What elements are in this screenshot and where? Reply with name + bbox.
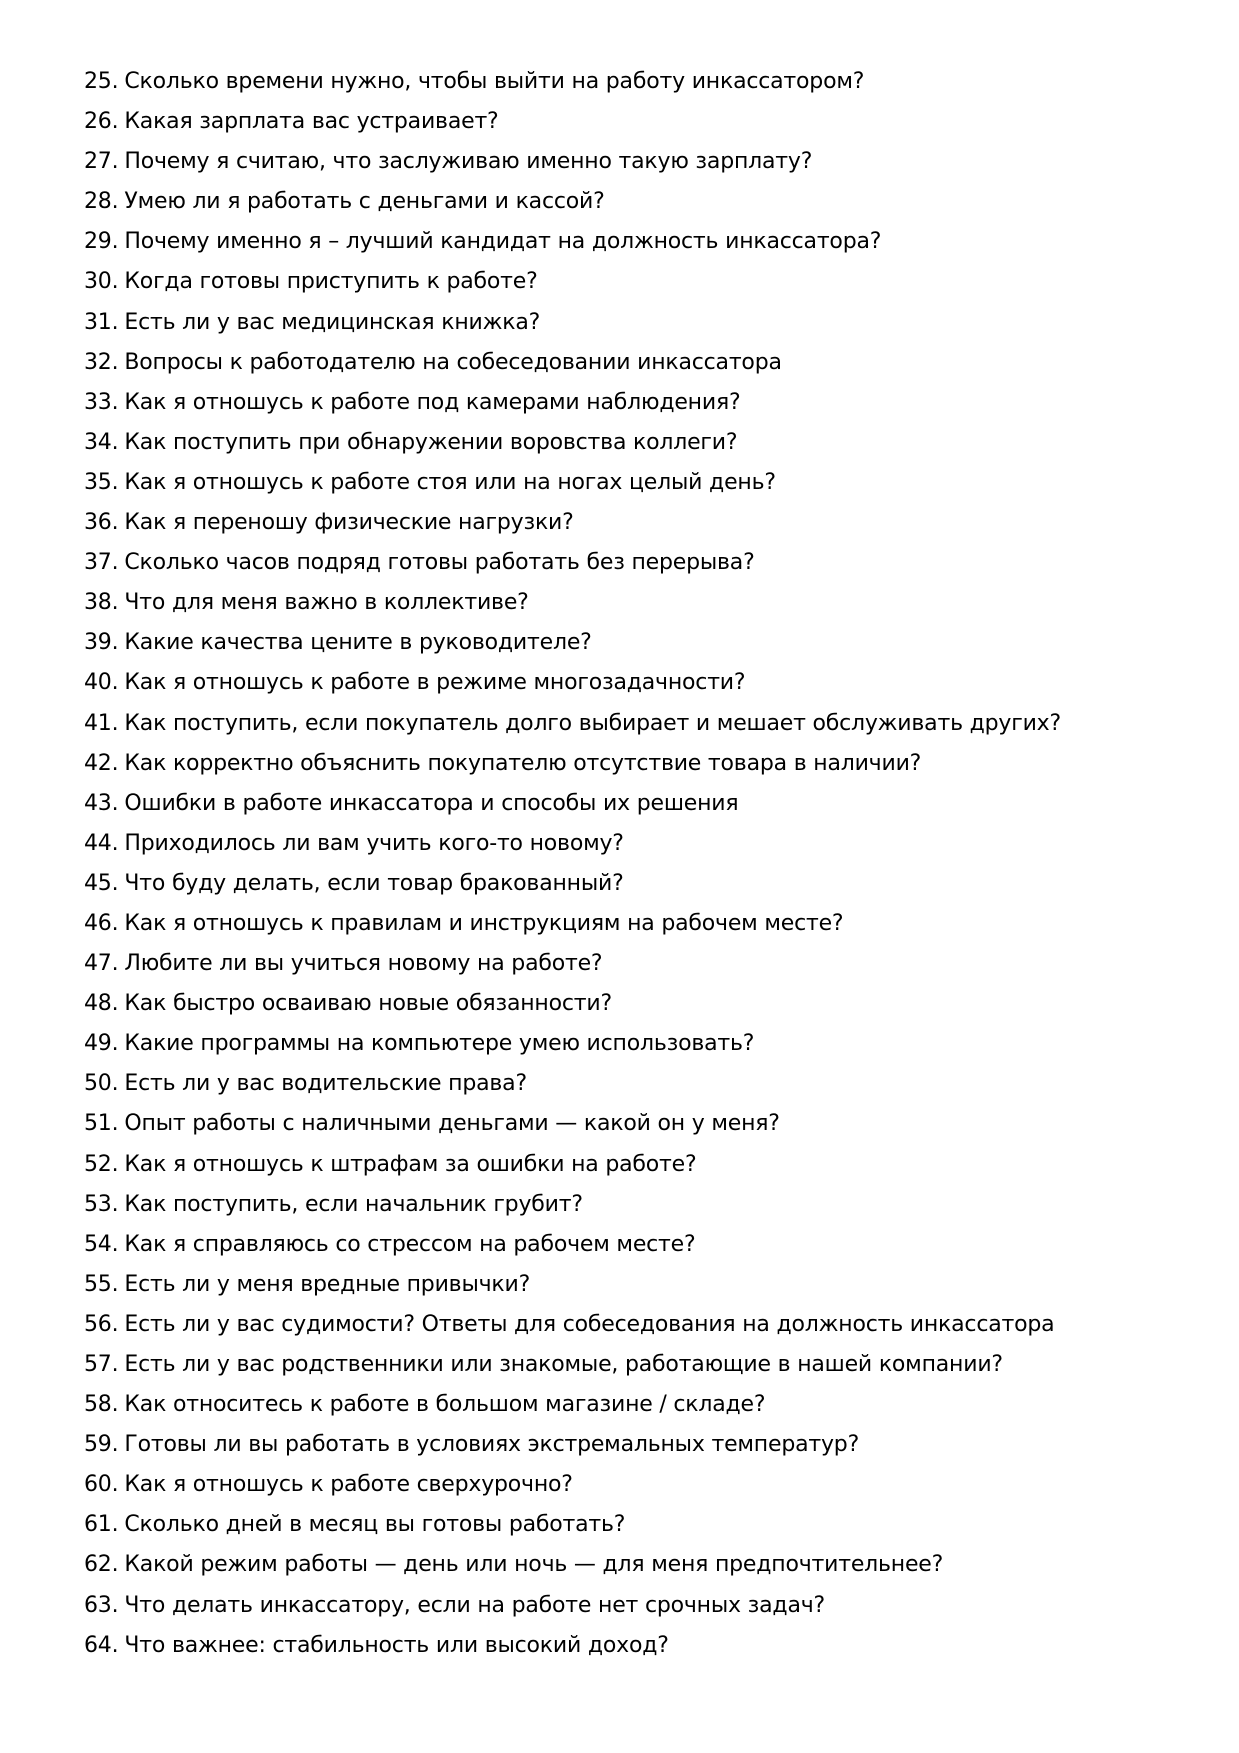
question-number: 46.: [84, 910, 119, 936]
question-text: Как поступить, если начальник грубит?: [124, 1191, 583, 1217]
list-item: [84, 1465, 1184, 1505]
question-text: Как быстро осваиваю новые обязанности?: [124, 991, 612, 1017]
question-text: Любите ли вы учиться новому на работе?: [124, 951, 603, 977]
list-item: [84, 543, 1184, 583]
list-item: [84, 784, 1184, 824]
question-number: 29.: [84, 229, 119, 255]
list-item: [84, 1345, 1184, 1385]
question-number: 64.: [84, 1632, 119, 1658]
question-text: Есть ли у вас водительские права?: [124, 1071, 527, 1097]
question-number: 35.: [84, 469, 119, 495]
question-number: 48.: [84, 991, 119, 1017]
question-number: 57.: [84, 1352, 119, 1377]
question-text: Что делать инкассатору, если на работе нет срочных задач?: [124, 1592, 825, 1618]
list-item: [84, 744, 1184, 784]
list-item: [84, 1185, 1184, 1225]
question-number: 32.: [84, 349, 119, 375]
list-item: [84, 1225, 1184, 1265]
list-item: [84, 1505, 1184, 1545]
question-number: 62.: [84, 1552, 119, 1578]
question-number: 43.: [84, 790, 119, 816]
list-item: [84, 1305, 1184, 1345]
list-item: [84, 1145, 1184, 1185]
list-item: [84, 222, 1184, 262]
list-item: [84, 944, 1184, 984]
question-text: Есть ли у вас судимости? Ответы для собеседования на должность инкассатора: [124, 1311, 1055, 1337]
list-item: [84, 1064, 1184, 1104]
question-number: 44.: [84, 830, 119, 856]
question-text: Как я отношусь к работе сверхурочно?: [124, 1472, 573, 1498]
question-number: 34.: [84, 429, 119, 455]
question-number: 30.: [84, 269, 119, 295]
question-number: 40.: [84, 670, 119, 696]
list-item: [84, 1024, 1184, 1064]
list-item: [84, 1425, 1184, 1465]
list-item: [84, 383, 1184, 423]
question-number: 59.: [84, 1432, 119, 1458]
list-item: [84, 1586, 1184, 1626]
question-number: 54.: [84, 1231, 119, 1257]
question-text: Как я отношусь к работе под камерами наблюдения?: [124, 389, 741, 415]
question-number: 25.: [84, 69, 119, 94]
question-text: Какой режим работы — день или ночь — для меня предпочтительнее?: [124, 1552, 944, 1578]
question-number: 37.: [84, 550, 119, 576]
question-text: Как я отношусь к штрафам за ошибки на работе?: [124, 1151, 697, 1177]
question-text: Какие программы на компьютере умею использовать?: [124, 1031, 755, 1057]
question-number: 56.: [84, 1311, 119, 1337]
question-number: 36.: [84, 510, 119, 536]
question-text: Когда готовы приступить к работе?: [124, 269, 538, 295]
list-item: [84, 1104, 1184, 1144]
question-number: 52.: [84, 1151, 119, 1177]
question-text: Как поступить, если покупатель долго выбирает и мешает обслуживать других?: [124, 710, 1061, 736]
question-text: Умею ли я работать с деньгами и кассой?: [124, 189, 605, 215]
question-number: 61.: [84, 1512, 119, 1538]
list-item: [84, 623, 1184, 663]
question-text: Что важнее: стабильность или высокий доход?: [124, 1632, 669, 1658]
question-number: 41.: [84, 710, 119, 736]
question-number: 31.: [84, 309, 119, 335]
question-text: Как я отношусь к работе в режиме многозадачности?: [124, 670, 746, 696]
list-item: [84, 904, 1184, 944]
question-text: Как корректно объяснить покупателю отсутствие товара в наличии?: [124, 750, 922, 776]
question-text: Готовы ли вы работать в условиях экстремальных температур?: [124, 1432, 860, 1458]
question-text: Сколько часов подряд готовы работать без перерыва?: [124, 550, 755, 576]
question-text: Почему именно я – лучший кандидат на должность инкассатора?: [124, 229, 882, 255]
list-item: [84, 62, 1184, 102]
question-text: Есть ли у вас медицинская книжка?: [124, 309, 541, 335]
question-number: 42.: [84, 750, 119, 776]
question-text: Есть ли у меня вредные привычки?: [124, 1271, 531, 1297]
question-text: Почему я считаю, что заслуживаю именно такую зарплату?: [124, 149, 813, 175]
question-text: Вопросы к работодателю на собеседовании инкассатора: [124, 349, 782, 375]
question-number: 49.: [84, 1031, 119, 1057]
list-item: [84, 142, 1184, 182]
question-text: Сколько дней в месяц вы готовы работать?: [124, 1512, 626, 1538]
list-item: [84, 1545, 1184, 1585]
list-item: [84, 1626, 1184, 1666]
list-item: [84, 262, 1184, 302]
question-number: 51.: [84, 1111, 119, 1137]
question-text: Ошибки в работе инкассатора и способы их решения: [124, 790, 739, 816]
question-number: 58.: [84, 1392, 119, 1418]
question-text: Есть ли у вас родственники или знакомые, работающие в нашей компании?: [124, 1352, 1003, 1377]
list-item: [84, 864, 1184, 904]
question-number: 55.: [84, 1271, 119, 1297]
question-text: Как я отношусь к работе стоя или на ногах целый день?: [124, 469, 776, 495]
list-item: [84, 984, 1184, 1024]
question-number: 47.: [84, 951, 119, 977]
question-list: [84, 62, 1184, 1666]
list-item: [84, 663, 1184, 703]
list-item: [84, 1385, 1184, 1425]
question-number: 33.: [84, 389, 119, 415]
list-item: [84, 704, 1184, 744]
question-number: 50.: [84, 1071, 119, 1097]
question-number: 60.: [84, 1472, 119, 1498]
question-text: Какие качества цените в руководителе?: [124, 630, 592, 656]
question-number: 53.: [84, 1191, 119, 1217]
list-item: [84, 583, 1184, 623]
question-number: 45.: [84, 870, 119, 896]
question-text: Что для меня важно в коллективе?: [124, 590, 529, 616]
question-number: 28.: [84, 189, 119, 215]
question-text: Сколько времени нужно, чтобы выйти на работу инкассатором?: [124, 69, 865, 94]
list-item: [84, 102, 1184, 142]
question-text: Как поступить при обнаружении воровства коллеги?: [124, 429, 738, 455]
list-item: [84, 182, 1184, 222]
question-number: 38.: [84, 590, 119, 616]
list-item: [84, 343, 1184, 383]
list-item: [84, 463, 1184, 503]
question-text: Что буду делать, если товар бракованный?: [124, 870, 624, 896]
question-number: 26.: [84, 109, 119, 135]
question-text: Опыт работы с наличными деньгами — какой он у меня?: [124, 1111, 780, 1137]
question-text: Как я отношусь к правилам и инструкциям на рабочем месте?: [124, 910, 844, 936]
question-text: Какая зарплата вас устраивает?: [124, 109, 499, 135]
question-number: 63.: [84, 1592, 119, 1618]
question-text: Как я переношу физические нагрузки?: [124, 510, 574, 536]
list-item: [84, 303, 1184, 343]
question-number: 27.: [84, 149, 119, 175]
list-item: [84, 423, 1184, 463]
question-text: Как я справляюсь со стрессом на рабочем месте?: [124, 1231, 696, 1257]
question-text: Как относитесь к работе в большом магазине / складе?: [124, 1392, 766, 1418]
question-text: Приходилось ли вам учить кого-то новому?: [124, 830, 624, 856]
list-item: [84, 1265, 1184, 1305]
question-number: 39.: [84, 630, 119, 656]
list-item: [84, 824, 1184, 864]
list-item: [84, 503, 1184, 543]
